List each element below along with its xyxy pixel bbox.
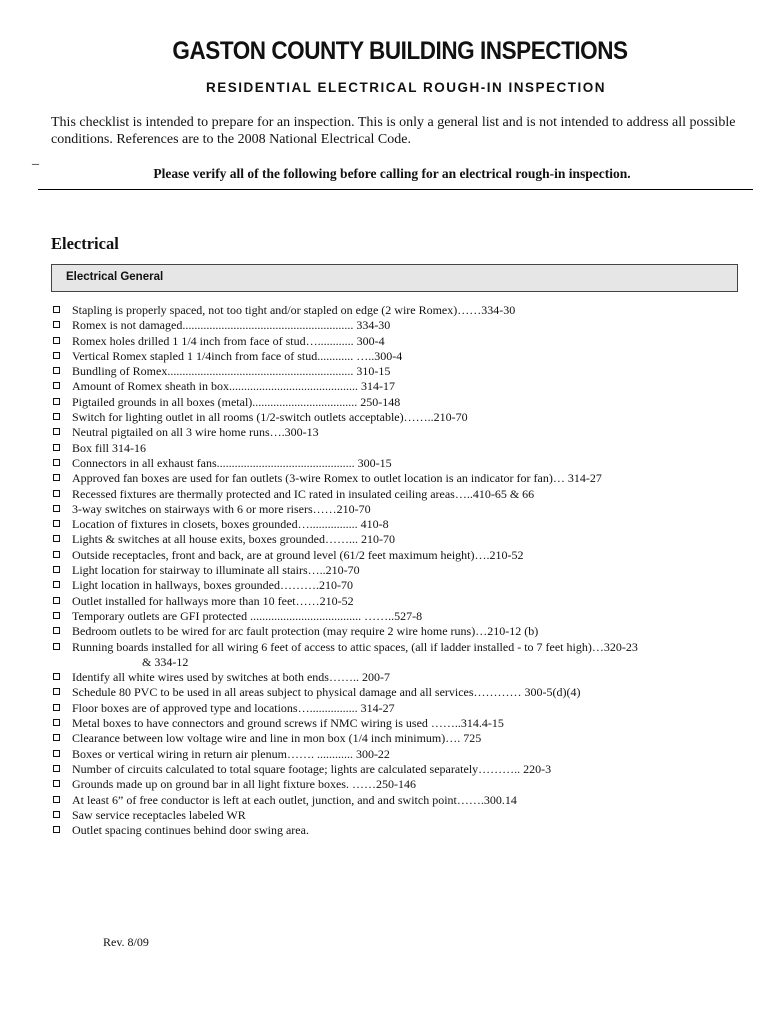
checklist-item-text: Location of fixtures in closets, boxes grounded…................ 410-8 <box>72 517 389 532</box>
checklist-item-text: Romex holes drilled 1 1/4 inch from face of stud…............ 300-4 <box>72 333 385 348</box>
section-heading: Electrical <box>51 234 119 253</box>
checklist-item <box>51 808 756 823</box>
checkbox-icon[interactable] <box>53 352 60 359</box>
checklist-item-text: Outlet spacing continues behind door swing area. <box>72 823 309 838</box>
intro-paragraph: This checklist is intended to prepare for an inspection. This is only a general list and is not intended to address all possible conditions. References are to the 2008 National Electrical Code. <box>51 115 736 147</box>
checklist-item-text: Outside receptacles, front and back, are at ground level (61/2 feet maximum height)….210-52 <box>72 547 524 562</box>
checklist-item-continuation: & 334-12 <box>142 654 189 669</box>
checkbox-icon[interactable] <box>53 597 60 604</box>
checklist-item-text: Saw service receptacles labeled WR <box>72 807 246 822</box>
checklist-item-text: Recessed fixtures are thermally protected and IC rated in insulated ceiling areas…..410-65 & 66 <box>72 486 535 501</box>
checkbox-icon[interactable] <box>53 581 60 588</box>
checklist-item <box>51 364 756 379</box>
checklist-item-text: Floor boxes are of approved type and locations…................ 314-27 <box>72 700 395 715</box>
checkbox-icon[interactable] <box>53 688 60 695</box>
checklist-item <box>51 685 756 700</box>
checklist-item-text: Running boards installed for all wiring 6 feet of access to attic spaces, (all if ladder installed - to 7 feet high)…320-23 <box>72 639 638 654</box>
checkbox-icon[interactable] <box>53 382 60 389</box>
page-subtitle: RESIDENTIAL ELECTRICAL ROUGH-IN INSPECTION <box>205 80 607 95</box>
checklist-item <box>51 609 756 624</box>
checklist-item-text: Grounds made up on ground bar in all light fixture boxes. ……250-146 <box>72 777 416 792</box>
checklist-item <box>51 349 756 364</box>
checklist-item-text: Number of circuits calculated to total square footage; lights are calculated separately……….. 220-3 <box>72 761 552 776</box>
section-header-label: Electrical General <box>66 271 164 283</box>
verify-instruction: Please verify all of the following before calling for an electrical rough-in inspection. <box>153 166 631 181</box>
checkbox-icon[interactable] <box>53 796 60 803</box>
checklist-item-text: Vertical Romex stapled 1 1/4inch from face of stud............ …..300-4 <box>72 348 403 363</box>
checkbox-icon[interactable] <box>53 826 60 833</box>
checklist-item <box>51 379 756 394</box>
checklist-item-text: Amount of Romex sheath in box........................................... 314-17 <box>72 379 395 394</box>
checkbox-icon[interactable] <box>53 734 60 741</box>
checklist-item-text: Connectors in all exhaust fans.............................................. 300-15 <box>72 455 392 470</box>
checklist-item <box>51 670 756 685</box>
revision-note: Rev. 8/09 <box>103 935 149 949</box>
checkbox-icon[interactable] <box>53 551 60 558</box>
checkbox-icon[interactable] <box>53 505 60 512</box>
checkbox-icon[interactable] <box>53 490 60 497</box>
checkbox-icon[interactable] <box>53 367 60 374</box>
checklist-item-text: Box fill 314-16 <box>72 440 146 455</box>
checklist-item-text: Temporary outlets are GFI protected ..................................... ……..527-8 <box>72 608 423 623</box>
checkbox-icon[interactable] <box>53 566 60 573</box>
checklist-item <box>51 578 756 593</box>
checkbox-icon[interactable] <box>53 750 60 757</box>
checklist-item <box>51 777 756 792</box>
checkbox-icon[interactable] <box>53 627 60 634</box>
checklist-item <box>51 640 756 671</box>
checkbox-icon[interactable] <box>53 704 60 711</box>
checklist-item <box>51 532 756 547</box>
checklist-item <box>51 823 756 838</box>
checkbox-icon[interactable] <box>53 321 60 328</box>
checklist-item-text: Schedule 80 PVC to be used in all areas subject to physical damage and all services………… 300-5(d)(4) <box>72 685 581 700</box>
checkbox-icon[interactable] <box>53 719 60 726</box>
checklist-item <box>51 563 756 578</box>
checklist-item <box>51 303 756 318</box>
checklist-item-text: Switch for lighting outlet in all rooms (1/2-switch outlets acceptable)……..210-70 <box>72 410 468 425</box>
checklist-item-text: Light location in hallways, boxes grounded……….210-70 <box>72 578 353 593</box>
checklist-item <box>51 395 756 410</box>
checkbox-icon[interactable] <box>53 643 60 650</box>
checklist-item-text: Pigtailed grounds in all boxes (metal)................................... 250-148 <box>72 394 401 409</box>
checkbox-icon[interactable] <box>53 306 60 313</box>
checkbox-icon[interactable] <box>53 520 60 527</box>
checkbox-icon[interactable] <box>53 459 60 466</box>
checklist-item-text: Light location for stairway to illuminate all stairs…..210-70 <box>72 563 360 578</box>
checklist-item-text: Romex is not damaged......................................................... 334-30 <box>72 318 391 333</box>
checklist-item-text: Stapling is properly spaced, not too tight and/or stapled on edge (2 wire Romex)……334-30 <box>72 303 516 317</box>
checkbox-icon[interactable] <box>53 811 60 818</box>
checkbox-icon[interactable] <box>53 780 60 787</box>
checklist-item-text: Metal boxes to have connectors and ground screws if NMC wiring is used ……..314.4-15 <box>72 716 504 731</box>
checklist-item <box>51 318 756 333</box>
checklist-item <box>51 517 756 532</box>
checklist-item <box>51 456 756 471</box>
checklist-item <box>51 793 756 808</box>
checkbox-icon[interactable] <box>53 398 60 405</box>
checklist-item-text: Neutral pigtailed on all 3 wire home runs….300-13 <box>72 425 319 440</box>
checkbox-icon[interactable] <box>53 428 60 435</box>
section-header-box <box>51 264 738 292</box>
checklist-item <box>51 441 756 456</box>
checklist-item <box>51 487 756 502</box>
checklist-item-text: 3-way switches on stairways with 6 or more risers……210-70 <box>72 501 371 516</box>
checklist-item <box>51 731 756 746</box>
checklist-item <box>51 701 756 716</box>
page-title: GASTON COUNTY BUILDING INSPECTIONS <box>172 37 628 65</box>
checkbox-icon[interactable] <box>53 474 60 481</box>
checkbox-icon[interactable] <box>53 612 60 619</box>
checklist-item <box>51 425 756 440</box>
checklist-item-text: Boxes or vertical wiring in return air plenum……. ............ 300-22 <box>72 746 390 761</box>
checklist-item <box>51 594 756 609</box>
checkbox-icon[interactable] <box>53 535 60 542</box>
checklist-item <box>51 334 756 349</box>
checklist-item-text: Approved fan boxes are used for fan outlets (3-wire Romex to outlet location is an indicator for fan)… 314-27 <box>72 471 602 486</box>
checkbox-icon[interactable] <box>53 673 60 680</box>
checklist-item-text: Bedroom outlets to be wired for arc fault protection (may require 2 wire home runs)…210-12 (b) <box>72 624 539 639</box>
checkbox-icon[interactable] <box>53 765 60 772</box>
checklist-item <box>51 624 756 639</box>
checklist-item <box>51 716 756 731</box>
checklist-item-text: Outlet installed for hallways more than 10 feet……210-52 <box>72 593 354 608</box>
checklist-item <box>51 548 756 563</box>
checkbox-icon[interactable] <box>53 444 60 451</box>
checklist-item <box>51 410 756 425</box>
checkbox-icon[interactable] <box>53 413 60 420</box>
checkbox-icon[interactable] <box>53 337 60 344</box>
checklist-item <box>51 747 756 762</box>
checklist-item-text: Identify all white wires used by switches at both ends…….. 200-7 <box>72 670 390 685</box>
checklist <box>51 303 756 838</box>
checklist-item-text: Lights & switches at all house exits, boxes grounded……... 210-70 <box>72 532 395 547</box>
checklist-item <box>51 762 756 777</box>
checklist-item <box>51 471 756 486</box>
checklist-item-text: Bundling of Romex.............................................................. 310-15 <box>72 364 391 379</box>
checklist-item-text: Clearance between low voltage wire and line in mon box (1/4 inch minimum)…. 725 <box>72 731 482 746</box>
stray-dash: _ <box>32 152 39 167</box>
checklist-item-text: At least 6” of free conductor is left at each outlet, junction, and and switch point…….300.14 <box>72 792 517 807</box>
checklist-item <box>51 502 756 517</box>
horizontal-rule <box>38 189 753 190</box>
